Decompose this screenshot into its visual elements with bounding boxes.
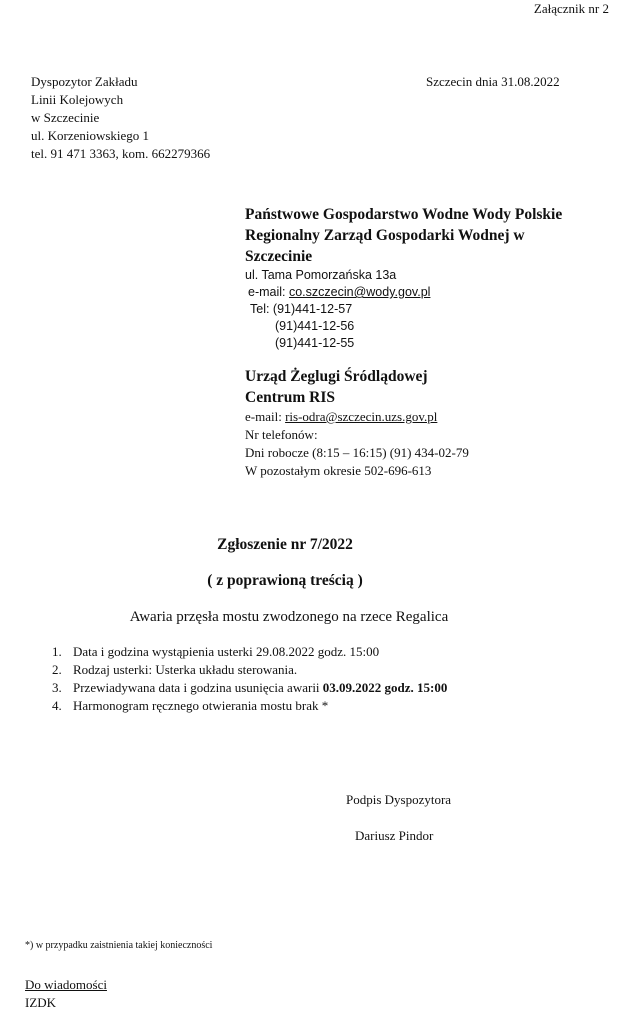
recipient-name-line: Państwowe Gospodarstwo Wodne Wody Polskie — [245, 206, 563, 223]
recipient-tel: (91)441-12-55 — [275, 336, 355, 350]
email-label: e-mail: — [245, 409, 286, 424]
sender-line: Dyspozytor Zakładu — [31, 74, 138, 89]
list-item-number: 4. — [52, 698, 62, 713]
recipient-name-line: Regionalny Zarząd Gospodarki Wodnej w — [245, 227, 525, 244]
report-subject: Awaria przęsła mostu zwodzonego na rzece Regalica — [129, 609, 449, 625]
recipient-name-line: Szczecinie — [245, 248, 313, 265]
list-item-text: Przewiadywana data i godzina usunięcia awarii — [73, 680, 323, 695]
sender-line: tel. 91 471 3363, kom. 662279366 — [31, 146, 211, 161]
list-item — [52, 679, 447, 697]
email-label: e-mail: — [248, 285, 289, 299]
list-item-bold-date: 03.09.2022 godz. 15:00 — [322, 680, 448, 695]
recipient-email-link[interactable]: co.szczecin@wody.gov.pl — [288, 285, 431, 299]
sender-line: Linii Kolejowych — [31, 92, 124, 107]
recipient-uzs — [245, 366, 469, 480]
issue-list — [52, 643, 447, 715]
cc-label: Do wiadomości — [25, 977, 107, 992]
recipient-wody-polskie — [245, 204, 562, 352]
list-item-number: 1. — [52, 644, 62, 659]
attachment-label: Załącznik nr 2 — [533, 1, 609, 16]
report-title: Zgłoszenie nr 7/2022 — [217, 536, 353, 553]
sender-block — [31, 73, 210, 163]
phone-other: W pozostałym okresie 502-696-613 — [245, 463, 432, 478]
list-item-number: 3. — [52, 680, 62, 695]
list-item-number: 2. — [52, 662, 62, 677]
recipient-tel: (91)441-12-56 — [275, 319, 355, 333]
list-item — [52, 661, 447, 679]
place-date: Szczecin dnia 31.08.2022 — [426, 74, 560, 89]
list-item-text: Harmonogram ręcznego otwierania mostu brak * — [73, 698, 329, 713]
signature-name: Dariusz Pindor — [355, 828, 434, 843]
report-subtitle: ( z poprawioną treścią ) — [207, 572, 363, 589]
recipient-name-line: Centrum RIS — [245, 389, 335, 406]
sender-line: ul. Korzeniowskiego 1 — [31, 128, 150, 143]
list-item — [52, 697, 447, 715]
recipient-name-line: Urząd Żeglugi Śródlądowej — [245, 368, 428, 385]
sender-line: w Szczecinie — [31, 110, 100, 125]
recipient-email-row — [245, 408, 469, 426]
cc-recipient: IZDK — [25, 995, 57, 1010]
recipient-email-link[interactable]: ris-odra@szczecin.uzs.gov.pl — [285, 409, 438, 424]
list-item-text: Rodzaj usterki: Usterka układu sterowania. — [73, 662, 298, 677]
phone-workdays: Dni robocze (8:15 – 16:15) (91) 434-02-79 — [245, 445, 469, 460]
phones-label: Nr telefonów: — [245, 427, 318, 442]
list-item — [52, 643, 447, 661]
recipient-tel: Tel: (91)441-12-57 — [250, 302, 353, 316]
recipient-email-row — [245, 284, 562, 301]
list-item-text: Data i godzina wystąpienia usterki 29.08.2022 godz. 15:00 — [73, 644, 380, 659]
signature-label: Podpis Dyspozytora — [346, 792, 452, 807]
recipient-address: ul. Tama Pomorzańska 13a — [245, 268, 397, 282]
footnote: *) w przypadku zaistnienia takiej konieczności — [25, 940, 213, 951]
